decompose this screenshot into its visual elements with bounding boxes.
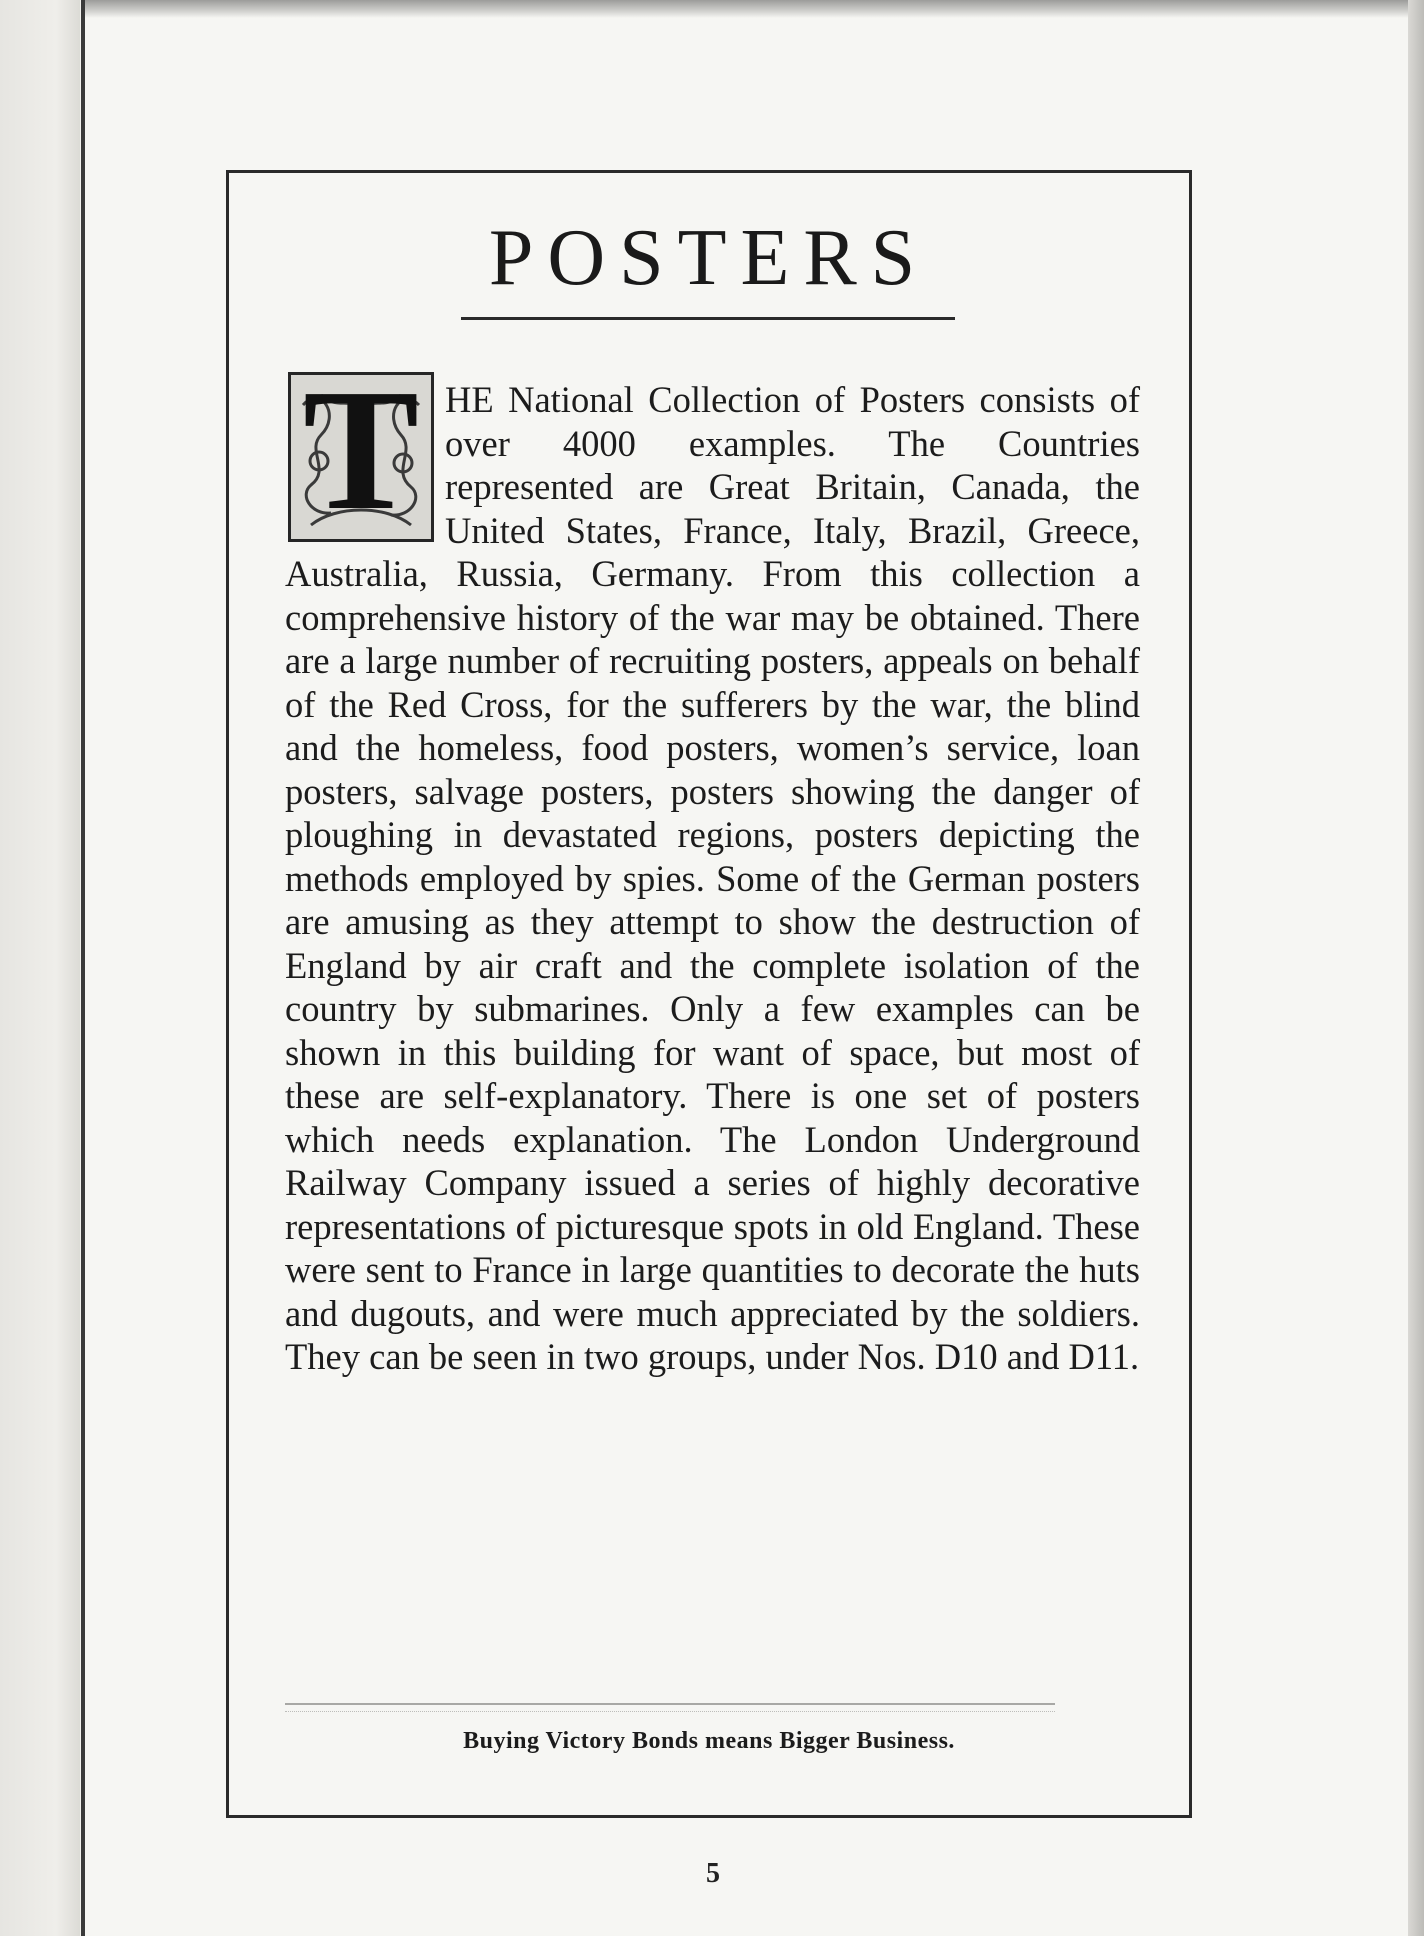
dropcap-spacer xyxy=(285,378,445,548)
footer-slogan: Buying Victory Bonds means Bigger Business. xyxy=(463,1728,955,1754)
page-top-edge xyxy=(85,0,1415,18)
dropcap-letter: T xyxy=(302,372,420,542)
page-number: 5 xyxy=(706,1858,720,1889)
footer-divider xyxy=(285,1703,1055,1705)
page-title: POSTERS xyxy=(488,214,930,302)
footer-divider-dotted xyxy=(285,1711,1055,1712)
scan-margin xyxy=(0,0,80,1936)
title-underline xyxy=(461,317,955,320)
body-paragraph xyxy=(285,378,1140,1379)
page-right-edge xyxy=(1408,0,1424,1936)
body-text: HE National Collection of Posters consists of over 4000 examples. The Countries represented are Great Britain, Canada, the United States, France, Italy, Brazil, Greece, Australia, Russia, Germany. From this collection a comprehensive history of the war may be obtained. There are a large number of recruiting posters, appeals on behalf of the Red Cross, for the sufferers by the war, the blind and the homeless, food posters, women’s service, loan posters, salvage posters, posters showing the danger of ploughing in devastated regions, posters depicting the methods employed by spies. Some of the German posters are amusing as they attempt to show the destruction of England by air craft and the complete isolation of the country by submarines. Only a few examples can be shown in this building for want of space, but most of these are self-explanatory. There is one set of posters which needs explanation. The London Underground Railway Company issued a series of highly decorative representations of picturesque spots in old England. These were sent to France in large quantities to decorate the huts and dugouts, and were much appreciated by the soldiers. They can be seen in two groups, under Nos. D10 and D11. xyxy=(285,379,1140,1377)
